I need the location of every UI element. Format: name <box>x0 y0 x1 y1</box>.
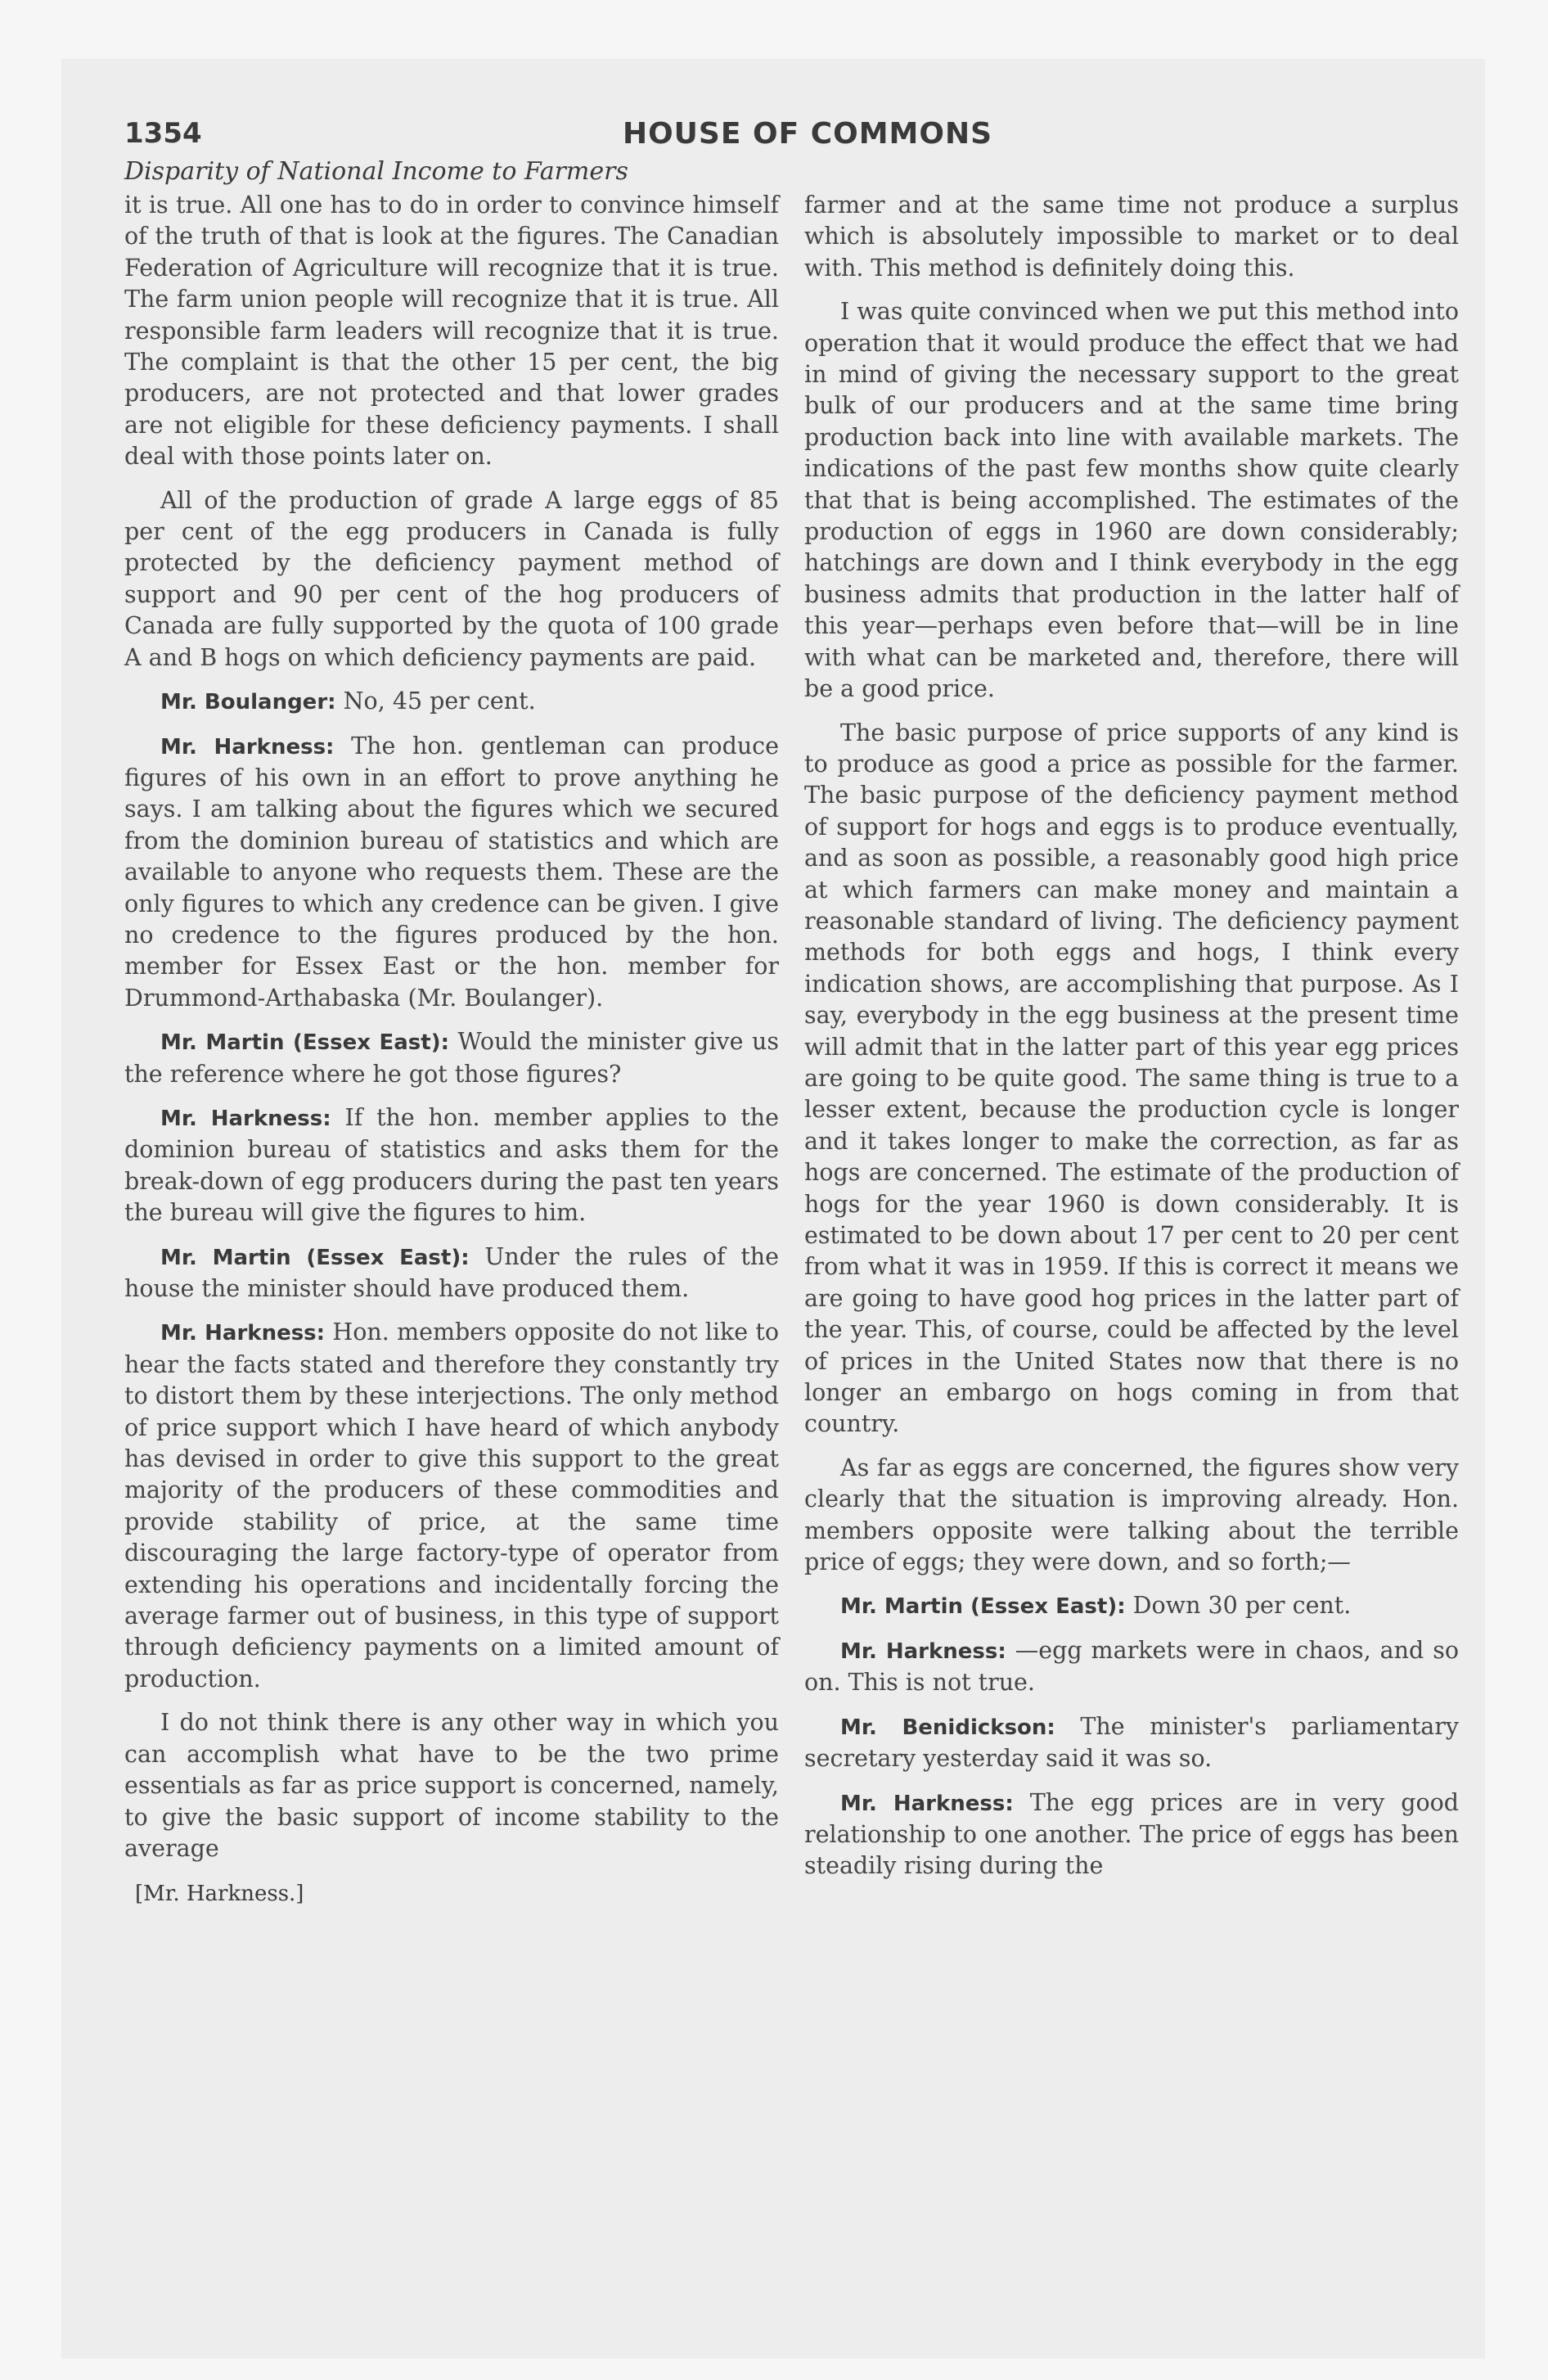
speech-paragraph: Mr. Martin (Essex East): Would the minister give us the reference where he got those figures? <box>124 1028 779 1088</box>
paragraph: farmer and at the same time not produce a surplus which is absolutely impossible to market or to deal with. This method is definitely doing this. <box>804 192 1459 282</box>
speech-paragraph: Mr. Harkness: If the hon. member applies to the dominion bureau of statistics and asks them for the break-down of egg producers during the past ten years the bureau will give the figures to him. <box>124 1103 780 1227</box>
speech-paragraph: Mr. Boulanger: No, 45 per cent. <box>160 687 536 715</box>
paragraph: The basic purpose of price supports of any kind is to produce as good a price as possible for the farmer. The basic purpose of the deficiency payment method of support for hogs and eggs is to produce eventually, and as soon as possible, a reasonably good high price at which farmers can make money and maintain a reasonable standard of living. The deficiency payment methods for both eggs and hogs, I think every indication shows, are accomplishing that purpose. As I say, everybody in the egg business at the present time will admit that in the latter part of this year egg prices are going to be quite good. The same thing is true to a lesser extent, because the production cycle is longer and it takes longer to make the correction, as far as hogs are concerned. The estimate of the production of hogs for the year 1960 is down considerably. It is estimated to be down about 17 per cent to 20 per cent from what it was in 1959. If this is correct it means we are going to have good hog prices in the latter part of the year. This, of course, could be affected by the level of prices in the United States now that there is no longer an embargo on hogs coming in from that country. <box>804 719 1459 1438</box>
speaker-name: Mr. Harkness: <box>160 1321 326 1346</box>
paragraph: I do not think there is any other way in which you can accomplish what have to be the two prime essentials as far as price support is concerned, namely, to give the basic support of income stability to the average <box>124 1709 779 1862</box>
speech-paragraph: Mr. Benidickson: The minister's parliamentary secretary yesterday said it was so. <box>804 1712 1459 1773</box>
paragraph: I was quite convinced when we put this method into operation that it would produce the effect that we had in mind of giving the necessary support to the great bulk of our producers and at the same time bring production back into line with available markets. The indications of the past few months show quite clearly that that is being accomplished. The estimates of the production of eggs in 1960 are down considerably; hatchings are down and I think everybody in the egg business admits that production in the latter half of this year—perhaps even before that—will be in line with what can be marketed and, therefore, there will be a good price. <box>804 298 1459 703</box>
speaker-name: Mr. Harkness: <box>160 734 335 760</box>
right-column <box>804 190 1459 1895</box>
speaker-name: Mr. Boulanger: <box>160 690 336 715</box>
left-column <box>124 190 779 1877</box>
speech-paragraph: Mr. Harkness: —egg markets were in chaos, and so on. This is not true. <box>804 1636 1460 1697</box>
paragraph: it is true. All one has to do in order to convince himself of the truth of that is look at the figures. The Canadian Federation of Agriculture will recognize that it is true. The farm union people will recognize that it is true. All responsible farm leaders will recognize that it is true. The complaint is that the other 15 per cent, the big producers, are not protected and that lower grades are not eligible for these deficiency payments. I shall deal with those points later on. <box>124 192 779 471</box>
paragraph: As far as eggs are concerned, the figures show very clearly that the situation is improving already. Hon. members opposite were talking about the terrible price of eggs; they were down, and so forth;— <box>804 1454 1459 1576</box>
speech-paragraph: Mr. Harkness: Hon. members opposite do not like to hear the facts stated and therefore they constantly try to distort them by these interjections. The only method of price support which I have heard of which anybody has devised in order to give this support to the great majority of the producers of these commodities and provide stability of price, at the same time discouraging the large factory-type of operator from extending his operations and incidentally forcing the average farmer out of business, in this type of support through deficiency payments on a limited amount of production. <box>124 1318 779 1693</box>
speaker-name: Mr. Martin (Essex East): <box>840 1594 1126 1620</box>
speaker-name: Mr. Harkness: <box>840 1639 1006 1664</box>
footer-citation: [Mr. Harkness.] <box>135 1882 304 1906</box>
speaker-name: Mr. Benidickson: <box>840 1715 1055 1740</box>
running-head: HOUSE OF COMMONS <box>622 117 993 151</box>
speech-paragraph: Mr. Harkness: The egg prices are in very good relationship to one another. The price of eggs has been steadily rising during the <box>804 1788 1460 1880</box>
paragraph: All of the production of grade A large eggs of 85 per cent of the egg producers in Canada is fully protected by the deficiency payment method of support and 90 per cent of the hog producers of Canada are fully supported by the quota of 100 grade A and B hogs on which deficiency payments are paid. <box>124 486 779 671</box>
speaker-name: Mr. Harkness: <box>840 1791 1014 1816</box>
page-number: 1354 <box>124 117 202 150</box>
subject-heading: Disparity of National Income to Farmers <box>124 157 628 186</box>
speech-paragraph: Mr. Martin (Essex East): Under the rules of the house the minister should have produced them. <box>124 1242 779 1302</box>
speech-paragraph: Mr. Martin (Essex East): Down 30 per cent. <box>840 1592 1352 1620</box>
speaker-name: Mr. Martin (Essex East): <box>160 1030 449 1056</box>
speaker-name: Mr. Martin (Essex East): <box>160 1245 470 1270</box>
speech-paragraph: Mr. Harkness: The hon. gentleman can produce figures of his own in an effort to prove anything he says. I am talking about the figures which we secured from the dominion bureau of statistics and which are available to anyone who requests them. These are the only figures to which any credence can be given. I give no credence to the figures produced by the hon. member for Essex East or the hon. member for Drummond-Arthabaska (Mr. Boulanger). <box>124 732 780 1012</box>
speaker-name: Mr. Harkness: <box>160 1106 331 1131</box>
